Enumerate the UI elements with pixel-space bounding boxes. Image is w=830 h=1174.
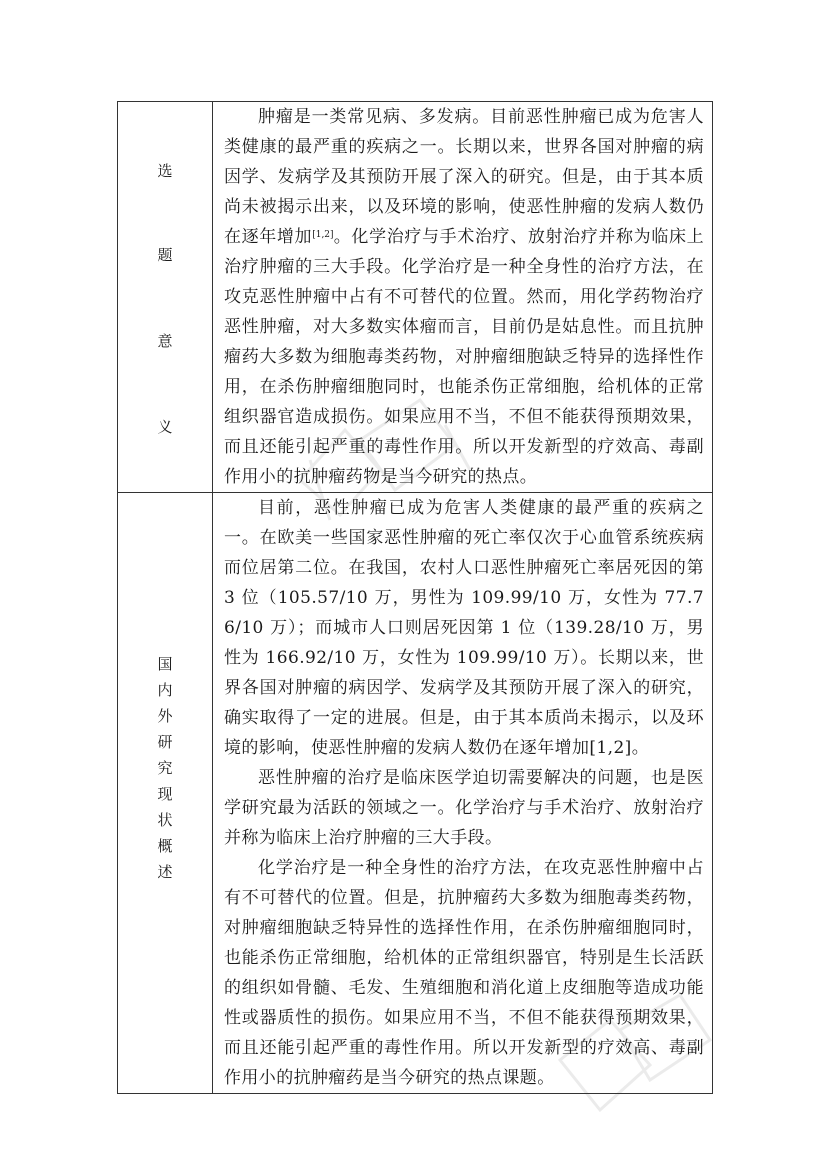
- body-paragraph: 化学治疗是一种全身性的治疗方法，在攻克恶性肿瘤中占有不可替代的位置。但是，抗肿瘤药大多数为细胞毒类药物，对肿瘤细胞缺乏特异性的选择性作用，在杀伤肿瘤细胞同时，也能杀伤正常细胞，给机体的正常组织器官，特别是生长活跃的组织如骨髓、毛发、生殖细胞和消化道上皮细胞等造成功能性或器质性的损伤。如果应用不当，不但不能获得预期效果，而且还能引起严重的毒性作用。所以开发新型的疗效高、毒副作用小的抗肿瘤药是当今研究的热点课题。: [224, 858, 704, 1088]
- text-run: 肿瘤是一类常见病、多发病。目前恶性肿瘤已成为危害人类健康的最严重的疾病之一。长期以来，世界各国对肿瘤的病因学、发病学及其预防开展了深入的研究。但是，由于其本质尚未被揭示出来，以及环境的影响，使恶性肿瘤的发病人数仍在逐年增加: [224, 107, 704, 247]
- label-char: 现: [157, 785, 173, 803]
- proposal-form-table: [117, 101, 713, 1094]
- label-char: 状: [157, 811, 173, 829]
- research-status-row: [118, 493, 713, 1094]
- citation-superscript: [1,2]: [312, 230, 334, 240]
- label-char: 选: [157, 162, 173, 180]
- body-paragraph: [224, 102, 704, 492]
- label-char: 国: [157, 655, 173, 673]
- body-paragraph: 恶性肿瘤的治疗是临床医学迫切需要解决的问题，也是医学研究最为活跃的领域之一。化学治疗与手术治疗、放射治疗并称为临床上治疗肿瘤的三大手段。: [224, 768, 704, 848]
- label-char: 意: [157, 332, 173, 350]
- text-run: 。化学治疗与手术治疗、放射治疗并称为临床上治疗肿瘤的三大手段。化学治疗是一种全身性的治疗方法，在攻克恶性肿瘤中占有不可替代的位置。然而，用化学药物治疗恶性肿瘤，对大多数实体瘤而言，目前仍是姑息性。而且抗肿瘤药大多数为细胞毒类药物，对肿瘤细胞缺乏特异的选择性作用，在杀伤肿瘤细胞同时，也能杀伤正常细胞，给机体的正常组织器官造成损伤。如果应用不当，不但不能获得预期效果，而且还能引起严重的毒性作用。所以开发新型的疗效高、毒副作用小的抗肿瘤药物是当今研究的热点。: [224, 227, 704, 487]
- label-char: 究: [157, 759, 173, 777]
- topic-significance-label-cell: [118, 102, 213, 493]
- label-char: 述: [157, 863, 173, 881]
- research-status-content: [213, 493, 713, 1094]
- topic-significance-row: [118, 102, 713, 493]
- topic-significance-content: [213, 102, 713, 493]
- label-char: 内: [157, 681, 173, 699]
- label-char: 外: [157, 707, 173, 725]
- label-char: 研: [157, 733, 173, 751]
- body-paragraph: 目前，恶性肿瘤已成为危害人类健康的最严重的疾病之一。在欧美一些国家恶性肿瘤的死亡率仅次于心血管系统疾病而位居第二位。在我国，农村人口恶性肿瘤死亡率居死因的第 3 位（105.57/10 万，男性为 109.99/10 万，女性为 77.76/10 万）；而城市人口则居死因第 1 位（139.28/10 万，男性为 166.92/10 万，女性为 109.99/10 万）。长期以来，世界各国对肿瘤的病因学、发病学及其预防开展了深入的研究，确实取得了一定的进展。但是，由于其本质尚未揭示，以及环境的影响，使恶性肿瘤的发病人数仍在逐年增加[1,2]。: [224, 498, 704, 758]
- research-status-label-cell: [118, 493, 213, 1094]
- label-char: 义: [157, 418, 173, 436]
- label-char: 题: [157, 246, 173, 264]
- label-char: 概: [157, 837, 173, 855]
